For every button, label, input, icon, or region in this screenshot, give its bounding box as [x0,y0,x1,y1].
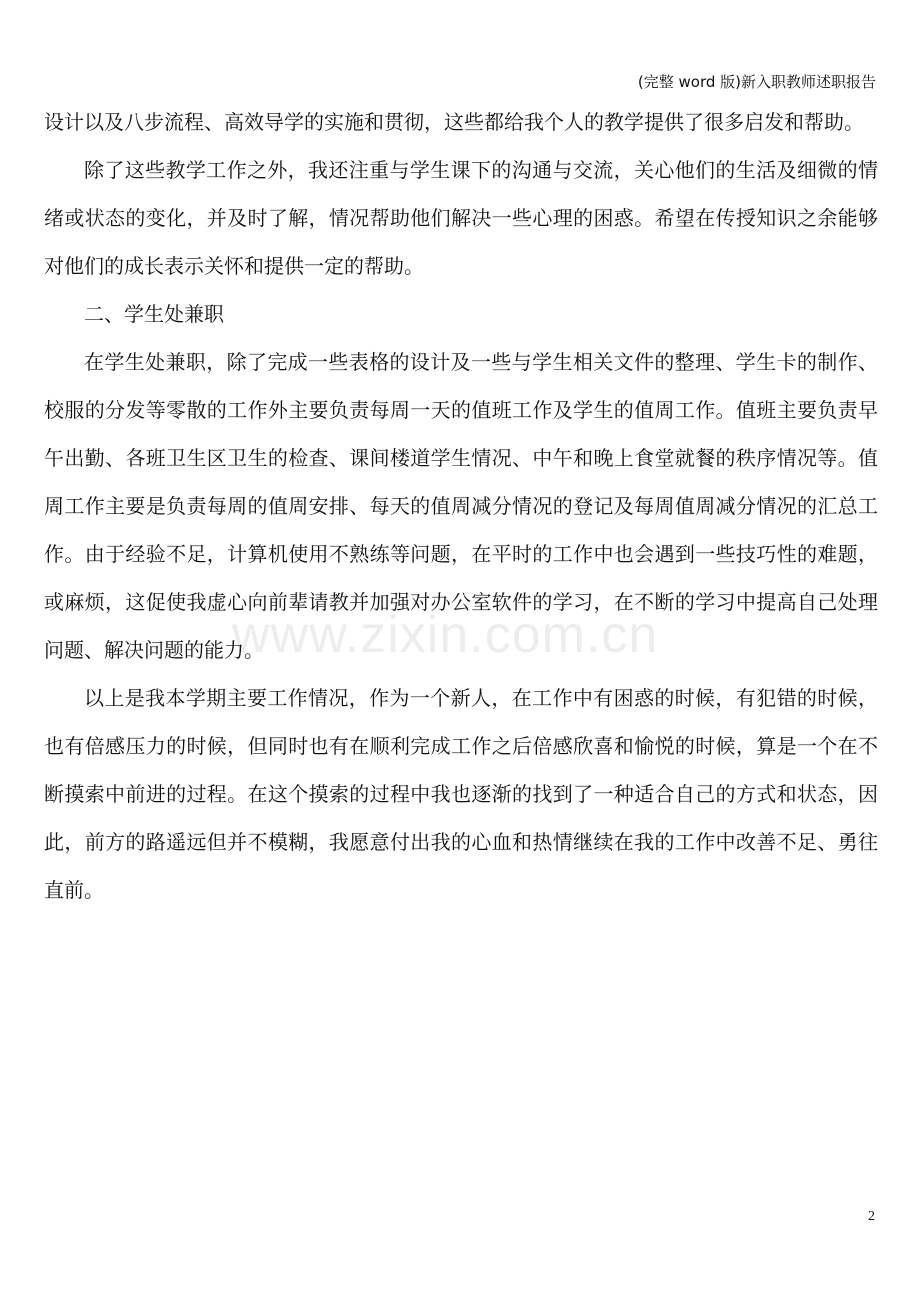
text-line: 绪或状态的变化，并及时了解，情况帮助他们解决一些心理的困惑。希望在传授知识之余能够 [44,206,878,230]
text-line: 断摸索中前进的过程。在这个摸索的过程中我也逐渐的找到了一种适合自己的方式和状态，因 [44,782,878,806]
text-line: 在学生处兼职，除了完成一些表格的设计及一些与学生相关文件的整理、学生卡的制作、 [84,350,878,374]
text-line: 除了这些教学工作之外，我还注重与学生课下的沟通与交流，关心他们的生活及细微的情 [84,158,878,182]
text-line: 或麻烦，这促使我虚心向前辈请教并加强对办公室软件的学习，在不断的学习中提高自己处理 [44,590,878,614]
text-line: 校服的分发等零散的工作外主要负责每周一天的值班工作及学生的值周工作。值班主要负责早 [44,398,878,422]
text-line: 设计以及八步流程、高效导学的实施和贯彻，这些都给我个人的教学提供了很多启发和帮助。 [44,110,864,134]
document-body [44,98,878,914]
text-line: 直前。 [44,878,104,902]
text-line: 午出勤、各班卫生区卫生的检查、课间楼道学生情况、中午和晚上食堂就餐的秩序情况等。值 [44,446,878,470]
text-line: 周工作主要是负责每周的值周安排、每天的值周减分情况的登记及每周值周减分情况的汇总工 [44,494,878,518]
document-header: (完整 word 版)新入职教师述职报告 [637,73,876,91]
text-line: 也有倍感压力的时候，但同时也有在顺利完成工作之后倍感欣喜和愉悦的时候，算是一个在不 [44,734,878,758]
section-heading: 二、学生处兼职 [84,302,224,326]
page-number: 2 [868,1209,875,1224]
text-line: 对他们的成长表示关怀和提供一定的帮助。 [44,254,424,278]
text-line: 此，前方的路遥远但并不模糊，我愿意付出我的心血和热情继续在我的工作中改善不足、勇往 [44,830,878,854]
text-line: 以上是我本学期主要工作情况，作为一个新人，在工作中有困惑的时候，有犯错的时候， [84,686,878,710]
watermark: www.zixin.com.cn [232,606,659,664]
text-line: 作。由于经验不足，计算机使用不熟练等问题，在平时的工作中也会遇到一些技巧性的难题， [44,542,878,566]
text-line: 问题、解决问题的能力。 [44,638,264,662]
